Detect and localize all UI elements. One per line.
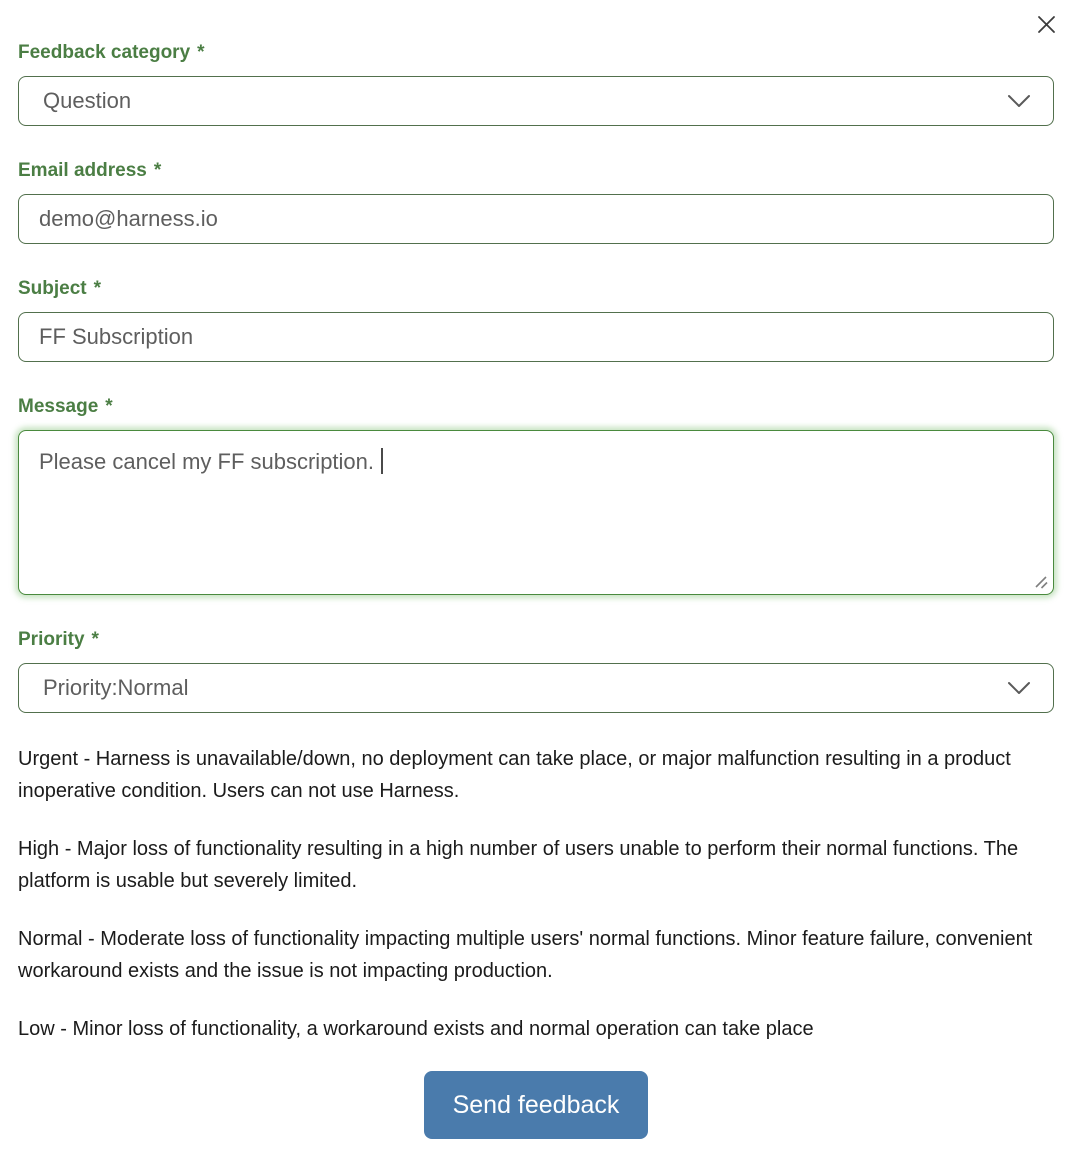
priority-label (18, 629, 1054, 651)
required-asterisk: * (93, 278, 102, 299)
selected-value: Question (43, 88, 132, 113)
button-row (18, 1071, 1054, 1139)
priority-description-high: High - Major loss of functionality resulting in a high number of users unable to perform their normal functions. The platform is usable but severely limited. (18, 838, 1019, 892)
feedback-category-select[interactable] (18, 76, 1054, 126)
email-address-group (18, 160, 1054, 244)
priority-group (18, 629, 1054, 713)
required-asterisk: * (91, 629, 99, 650)
required-asterisk: * (153, 160, 162, 181)
required-asterisk: * (197, 42, 205, 63)
text-cursor (381, 448, 383, 474)
subject-group (18, 278, 1054, 362)
subject-label (18, 278, 1054, 300)
priority-description-normal: Normal - Moderate loss of functionality impacting multiple users' normal functions. Minor feature failure, convenient workaround exists and the issue is not impacting production. (18, 928, 1033, 982)
label-text: Priority (18, 629, 85, 650)
email-address-label (18, 160, 1054, 182)
message-text: Please cancel my FF subscription. (39, 449, 375, 474)
x-close-icon (1037, 15, 1056, 34)
close-button[interactable] (1032, 10, 1060, 38)
priority-description-urgent: Urgent - Harness is unavailable/down, no deployment can take place, or major malfunction resulting in a product inoperative condition. Users can not use Harness. (18, 748, 1011, 802)
subject-field[interactable] (18, 312, 1054, 362)
priority-description-low: Low - Minor loss of functionality, a workaround exists and normal operation can take place (18, 1018, 814, 1040)
priority-select[interactable] (18, 663, 1054, 713)
label-text: Email address (18, 160, 147, 181)
resize-grip-icon[interactable] (1033, 574, 1049, 590)
chevron-down-icon (1007, 681, 1031, 695)
priority-descriptions (18, 743, 1054, 1045)
email-field[interactable] (18, 194, 1054, 244)
required-asterisk: * (105, 396, 113, 417)
feedback-category-label (18, 42, 1054, 64)
send-feedback-button[interactable]: Send feedback (424, 1071, 649, 1139)
message-field[interactable] (18, 430, 1054, 595)
feedback-category-group (18, 42, 1054, 126)
chevron-down-icon (1007, 94, 1031, 108)
label-text: Subject (18, 278, 87, 299)
label-text: Message (18, 396, 99, 417)
message-group (18, 396, 1054, 595)
message-label (18, 396, 1054, 418)
label-text: Feedback category (18, 42, 191, 63)
selected-value: Priority:Normal (43, 675, 189, 700)
